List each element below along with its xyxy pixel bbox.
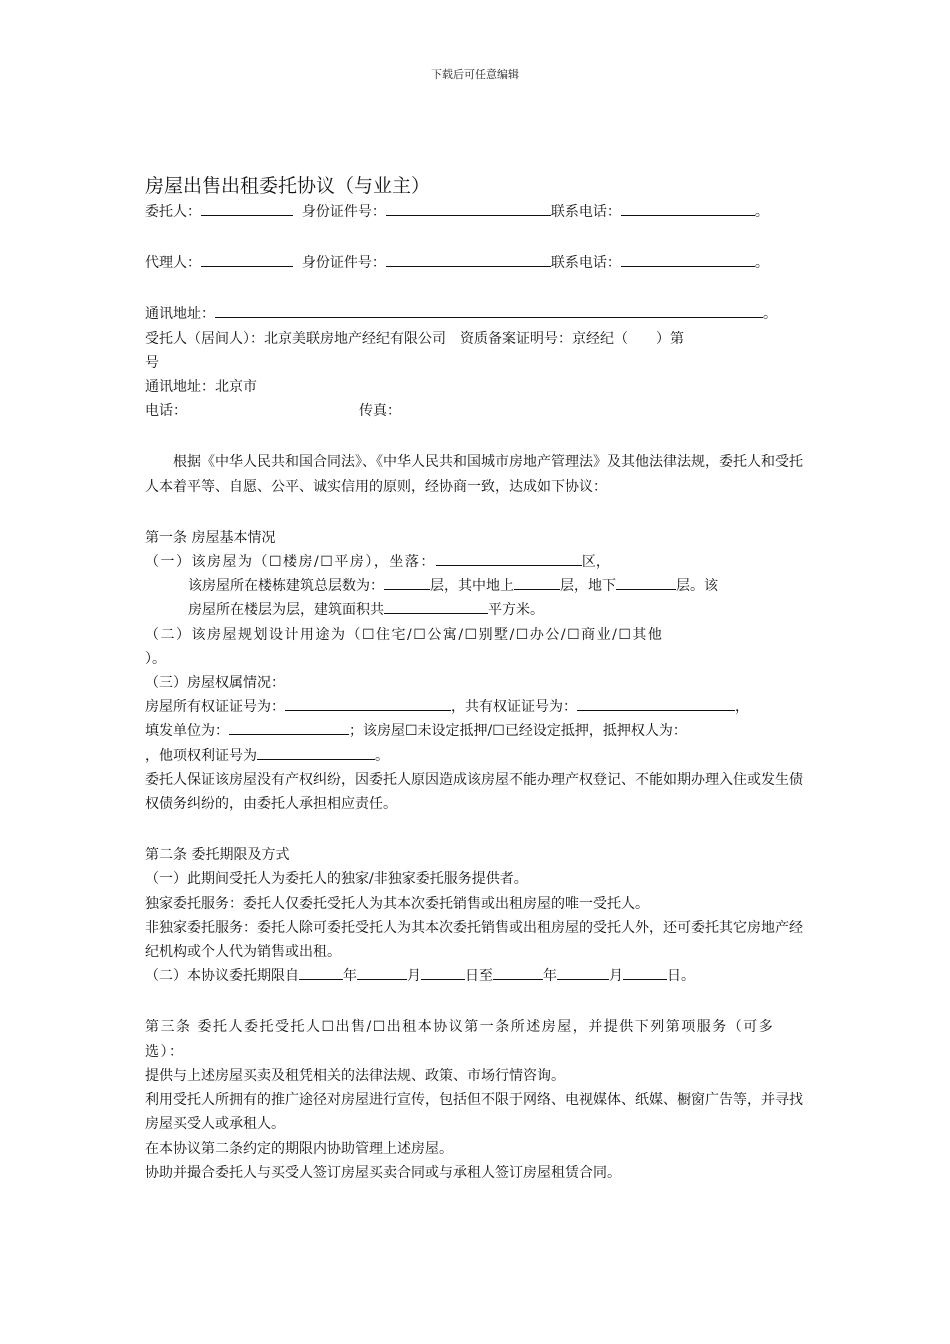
article1-item1-line	[145, 550, 807, 574]
area-label: 房屋所在楼层为层，建筑面积共	[188, 602, 384, 619]
article2-heading: 第二条 委托期限及方式	[145, 847, 290, 864]
agent-name-blank[interactable]	[201, 252, 293, 267]
ownership-cert-label: 房屋所有权证证号为：	[145, 699, 285, 716]
non-exclusive-clause: 非独家委托服务：委托人除可委托受托人为其本次委托销售或出租房屋的受托人外，还可委托其它房地产经纪机构或个人代为销售或出租。	[145, 919, 803, 961]
principal-label: 委托人：	[145, 204, 201, 220]
mortgage-text: ；该房屋☐未设定抵押/☐已经设定抵押，抵押权人为：	[349, 723, 687, 740]
agent-id-blank[interactable]	[386, 252, 551, 267]
article1-item3: （三）房屋权属情况：	[145, 675, 285, 692]
other-rights-line	[145, 744, 807, 768]
floors-end: 层。该	[676, 578, 718, 595]
start-month-blank[interactable]	[357, 965, 407, 980]
total-floors-blank[interactable]	[384, 575, 430, 590]
start-year-blank[interactable]	[299, 965, 343, 980]
service-2: 利用受托人所拥有的推广途径对房屋进行宣传，包括但不限于网络、电视媒体、纸媒、橱窗广告等，并寻找房屋买受人或承租人。	[145, 1092, 803, 1133]
exclusive-clause: 独家委托服务：委托人仅委托受托人为其本次委托销售或出租房屋的唯一受托人。	[145, 895, 649, 912]
article1-item2-end: ）。	[145, 650, 166, 667]
header-note: 下载后可任意编辑	[431, 68, 519, 81]
article1-item2: （二）该房屋规划设计用途为（☐住宅/☐公寓/☐别墅/☐办公/☐商业/☐其他	[145, 626, 664, 643]
article2-item1: （一）此期间受托人为委托人的独家/非独家委托服务提供者。	[145, 871, 528, 888]
agent-label: 代理人：	[145, 255, 201, 272]
end-mark: 。	[763, 306, 777, 323]
principal-phone-label: 联系电话：	[550, 204, 621, 220]
article1-item1-end: 区，	[581, 554, 610, 571]
issuer-blank[interactable]	[229, 720, 349, 735]
term-line	[145, 964, 807, 988]
agent-phone-label: 联系电话：	[550, 255, 621, 272]
agent-phone-blank[interactable]	[621, 252, 755, 267]
ownership-cert-line	[145, 695, 807, 719]
end-day-blank[interactable]	[623, 965, 667, 980]
trustee-line: 受托人（居间人）：北京美联房地产经纪有限公司 资质备案证明号：京经纪（ ）第	[145, 330, 684, 347]
principal-id-blank[interactable]	[386, 201, 551, 216]
term-label: （二）本协议委托期限自	[145, 968, 299, 985]
month-label: 月	[609, 968, 623, 985]
agreement-document	[145, 172, 807, 1185]
document-title: 房屋出售出租委托协议（与业主）	[145, 175, 431, 197]
other-rights-label: ，他项权利证号为	[145, 747, 257, 764]
address-line	[145, 302, 807, 326]
start-day-blank[interactable]	[421, 965, 465, 980]
article1-heading: 第一条 房屋基本情况	[145, 529, 276, 546]
principal-line	[145, 200, 807, 224]
location-blank[interactable]	[436, 551, 582, 566]
day-end-label: 日。	[667, 968, 695, 985]
trustee-address: 通讯地址：北京市	[145, 379, 257, 396]
issuer-label: 填发单位为：	[145, 723, 229, 740]
principal-name-blank[interactable]	[201, 201, 293, 216]
co-ownership-label: ，共有权证证号为：	[451, 699, 577, 716]
area-unit: 平方米。	[488, 602, 544, 619]
co-ownership-blank[interactable]	[577, 696, 735, 711]
address-label: 通讯地址：	[145, 306, 215, 323]
principal-phone-blank[interactable]	[621, 201, 755, 216]
above-ground-label: 层，其中地上	[430, 578, 514, 595]
service-3: 在本协议第二条约定的期限内协助管理上述房屋。	[145, 1140, 453, 1157]
ownership-cert-blank[interactable]	[285, 696, 451, 711]
issuer-line	[145, 719, 807, 743]
other-rights-blank[interactable]	[257, 745, 375, 760]
service-1: 提供与上述房屋买卖及租凭相关的法律法规、政策、市场行情咨询。	[145, 1067, 565, 1084]
year-label: 年	[543, 968, 557, 985]
below-ground-label: 层，地下	[560, 578, 616, 595]
comma: ，	[735, 699, 749, 716]
article1-area-line	[145, 598, 807, 622]
tel-label: 电话：	[145, 403, 187, 420]
agent-line	[145, 251, 807, 275]
article3-heading: 第三条 委托人委托受托人☐出售/☐出租本协议第一条所述房屋，并提供下列第项服务（可多选）：	[145, 1019, 775, 1060]
fax-label: 传真：	[359, 403, 401, 420]
period: 。	[375, 747, 389, 764]
month-label: 月	[407, 968, 421, 985]
end-mark: 。	[754, 255, 769, 272]
year-label: 年	[343, 968, 357, 985]
guarantee-clause: 委托人保证该房屋没有产权纠纷，因委托人原因造成该房屋不能办理产权登记、不能如期办理入住或发生债权债务纠纷的，由委托人承担相应责任。	[145, 771, 803, 813]
agent-id-label: 身份证件号：	[301, 255, 386, 272]
address-blank[interactable]	[215, 303, 763, 318]
preamble: 根据《中华人民共和国合同法》、《中华人民共和国城市房地产管理法》及其他法律法规，委托人和受托人本着平等、自愿、公平、诚实信用的原则，经协商一致，达成如下协议：	[145, 454, 803, 495]
end-month-blank[interactable]	[557, 965, 609, 980]
article1-floors-line	[145, 574, 807, 598]
article1-item1-text: （一）该房屋为（☐楼房/☐平房），坐落：	[145, 554, 436, 571]
area-blank[interactable]	[384, 599, 488, 614]
floors-label: 该房屋所在楼栋建筑总层数为：	[188, 578, 384, 595]
principal-id-label: 身份证件号：	[301, 204, 386, 220]
service-4: 协助并撮合委托人与买受人签订房屋买卖合同或与承租人签订房屋租赁合同。	[145, 1164, 621, 1181]
end-mark: 。	[754, 204, 769, 220]
day-to-label: 日至	[465, 968, 493, 985]
above-ground-blank[interactable]	[514, 575, 560, 590]
below-ground-blank[interactable]	[616, 575, 676, 590]
tel-fax-line	[145, 399, 807, 423]
end-year-blank[interactable]	[493, 965, 543, 980]
trustee-line-cont: 号	[145, 354, 159, 371]
